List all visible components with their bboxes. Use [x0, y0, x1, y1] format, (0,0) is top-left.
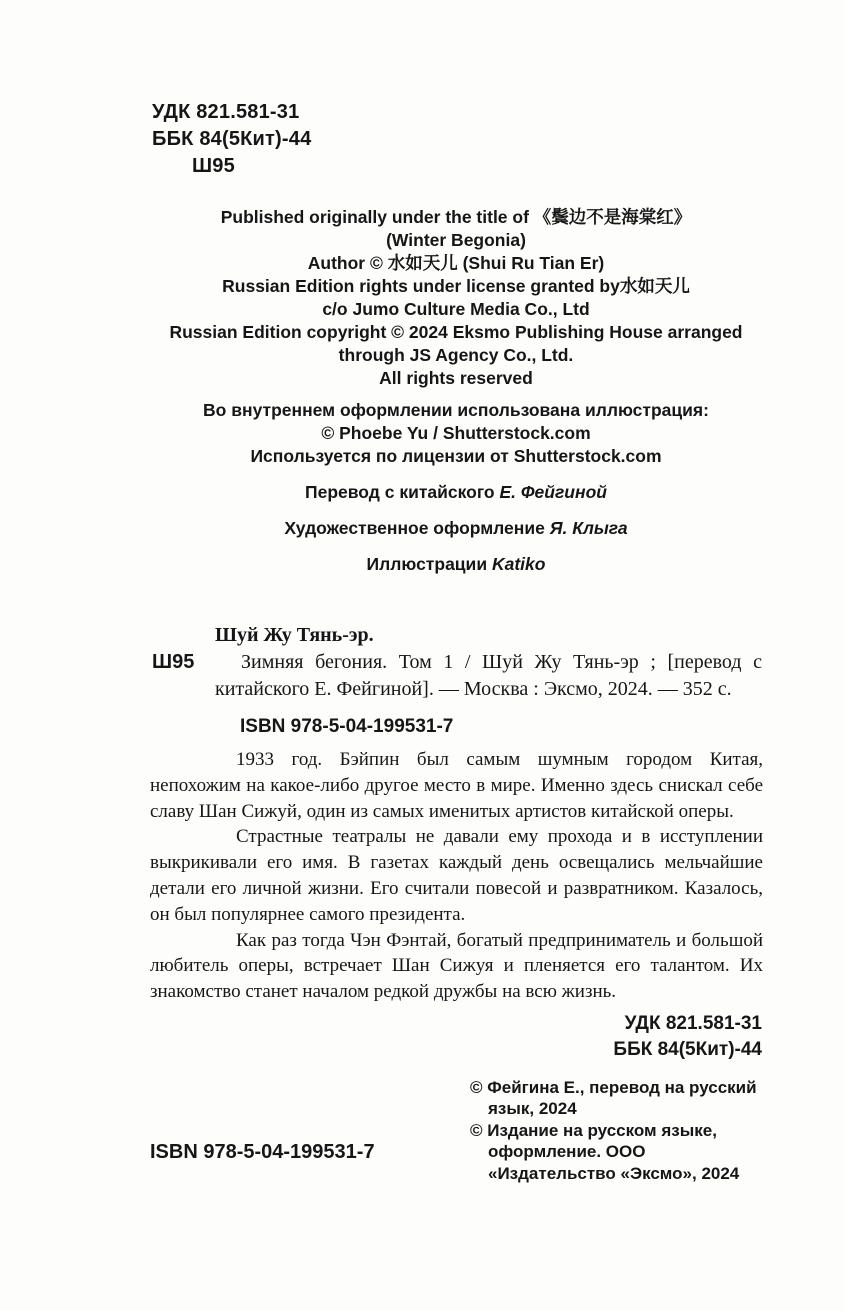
author-sign-top: Ш95: [192, 155, 235, 177]
illustrations-credit: [150, 553, 762, 576]
translation-credit: [150, 481, 762, 504]
catalog-entry: [150, 622, 762, 739]
annotation-paragraph: Страстные театралы не давали ему прохода и в исступлении выкрикивали его имя. В газетах каждый день освещались мельчайшие детали его личной жизни. Его считали повесой и развратником. Казалось, он был популярнее самого президента.: [150, 826, 763, 925]
bottom-block: [0, 1077, 844, 1195]
copyright-entry: © Фейгина Е., перевод на русский язык, 2024: [470, 1077, 757, 1119]
bbk-bottom: ББК 84(5Кит)-44: [613, 1038, 762, 1060]
credit-name: Katiko: [491, 554, 546, 574]
illustration-credit-line: Во внутреннем оформлении использована иллюстрация:: [203, 400, 709, 420]
illustration-credit-block: [150, 399, 762, 468]
design-credit: [150, 517, 762, 540]
udk-top: УДК 821.581-31: [152, 101, 300, 123]
rights-line: Author © 水如天儿 (Shui Ru Tian Er): [307, 253, 605, 273]
classification-codes-top: [152, 99, 844, 180]
catalog-isbn: ISBN 978-5-04-199531-7: [240, 716, 454, 737]
rights-line: through JS Agency Co., Ltd.: [338, 345, 574, 365]
credit-prefix: Иллюстрации: [366, 554, 488, 574]
annotation: [150, 747, 763, 1005]
credit-name: Е. Фейгиной: [499, 482, 607, 502]
rights-line: c/o Jumo Culture Media Co., Ltd: [322, 299, 590, 319]
copyright-entry: © Издание на русском языке, оформление. ООО «Издательство «Эксмо», 2024: [470, 1120, 740, 1183]
catalog-author-sign: Ш95: [152, 651, 195, 673]
rights-block: [150, 206, 762, 390]
illustration-credit-line: © Phoebe Yu / Shutterstock.com: [321, 423, 591, 443]
classification-codes-bottom: [150, 1011, 762, 1063]
catalog-description: Зимняя бегония. Том 1 / Шуй Жу Тянь-эр ; [перевод с китайского Е. Фейгиной]. — Москва : Эксмо, 2024. — 352 с.: [215, 651, 762, 700]
credit-prefix: Перевод с китайского: [305, 482, 495, 502]
illustration-credit-line: Используется по лицензии от Shutterstock.com: [250, 446, 662, 466]
rights-line: (Winter Begonia): [386, 230, 526, 250]
credit-name: Я. Клыга: [549, 518, 628, 538]
rights-line: Russian Edition rights under license granted by水如天儿: [222, 276, 690, 296]
isbn-bottom: ISBN 978-5-04-199531-7: [150, 1140, 375, 1163]
annotation-paragraph: 1933 год. Бэйпин был самым шумным городом Китая, непохожим на какое-либо другое место в мире. Именно здесь снискал себе славу Шан Сижуй, один из самых именитых артистов китайской оперы.: [150, 749, 763, 822]
bbk-top: ББК 84(5Кит)-44: [152, 128, 312, 150]
udk-bottom: УДК 821.581-31: [624, 1012, 762, 1034]
catalog-body: [150, 649, 762, 703]
rights-line: All rights reserved: [379, 368, 533, 388]
catalog-author: Шуй Жу Тянь-эр.: [215, 624, 374, 646]
annotation-paragraph: Как раз тогда Чэн Фэнтай, богатый предприниматель и большой любитель оперы, встречает Шан Сижуя и пленяется его талантом. Их знакомство станет началом редкой дружбы на всю жизнь.: [150, 929, 763, 1003]
credit-prefix: Художественное оформление: [284, 518, 545, 538]
rights-line: Published originally under the title of 《鬓边不是海棠红》: [220, 207, 692, 227]
rights-line: Russian Edition copyright © 2024 Eksmo Publishing House arranged: [169, 322, 743, 342]
copyright-block: [470, 1077, 762, 1185]
